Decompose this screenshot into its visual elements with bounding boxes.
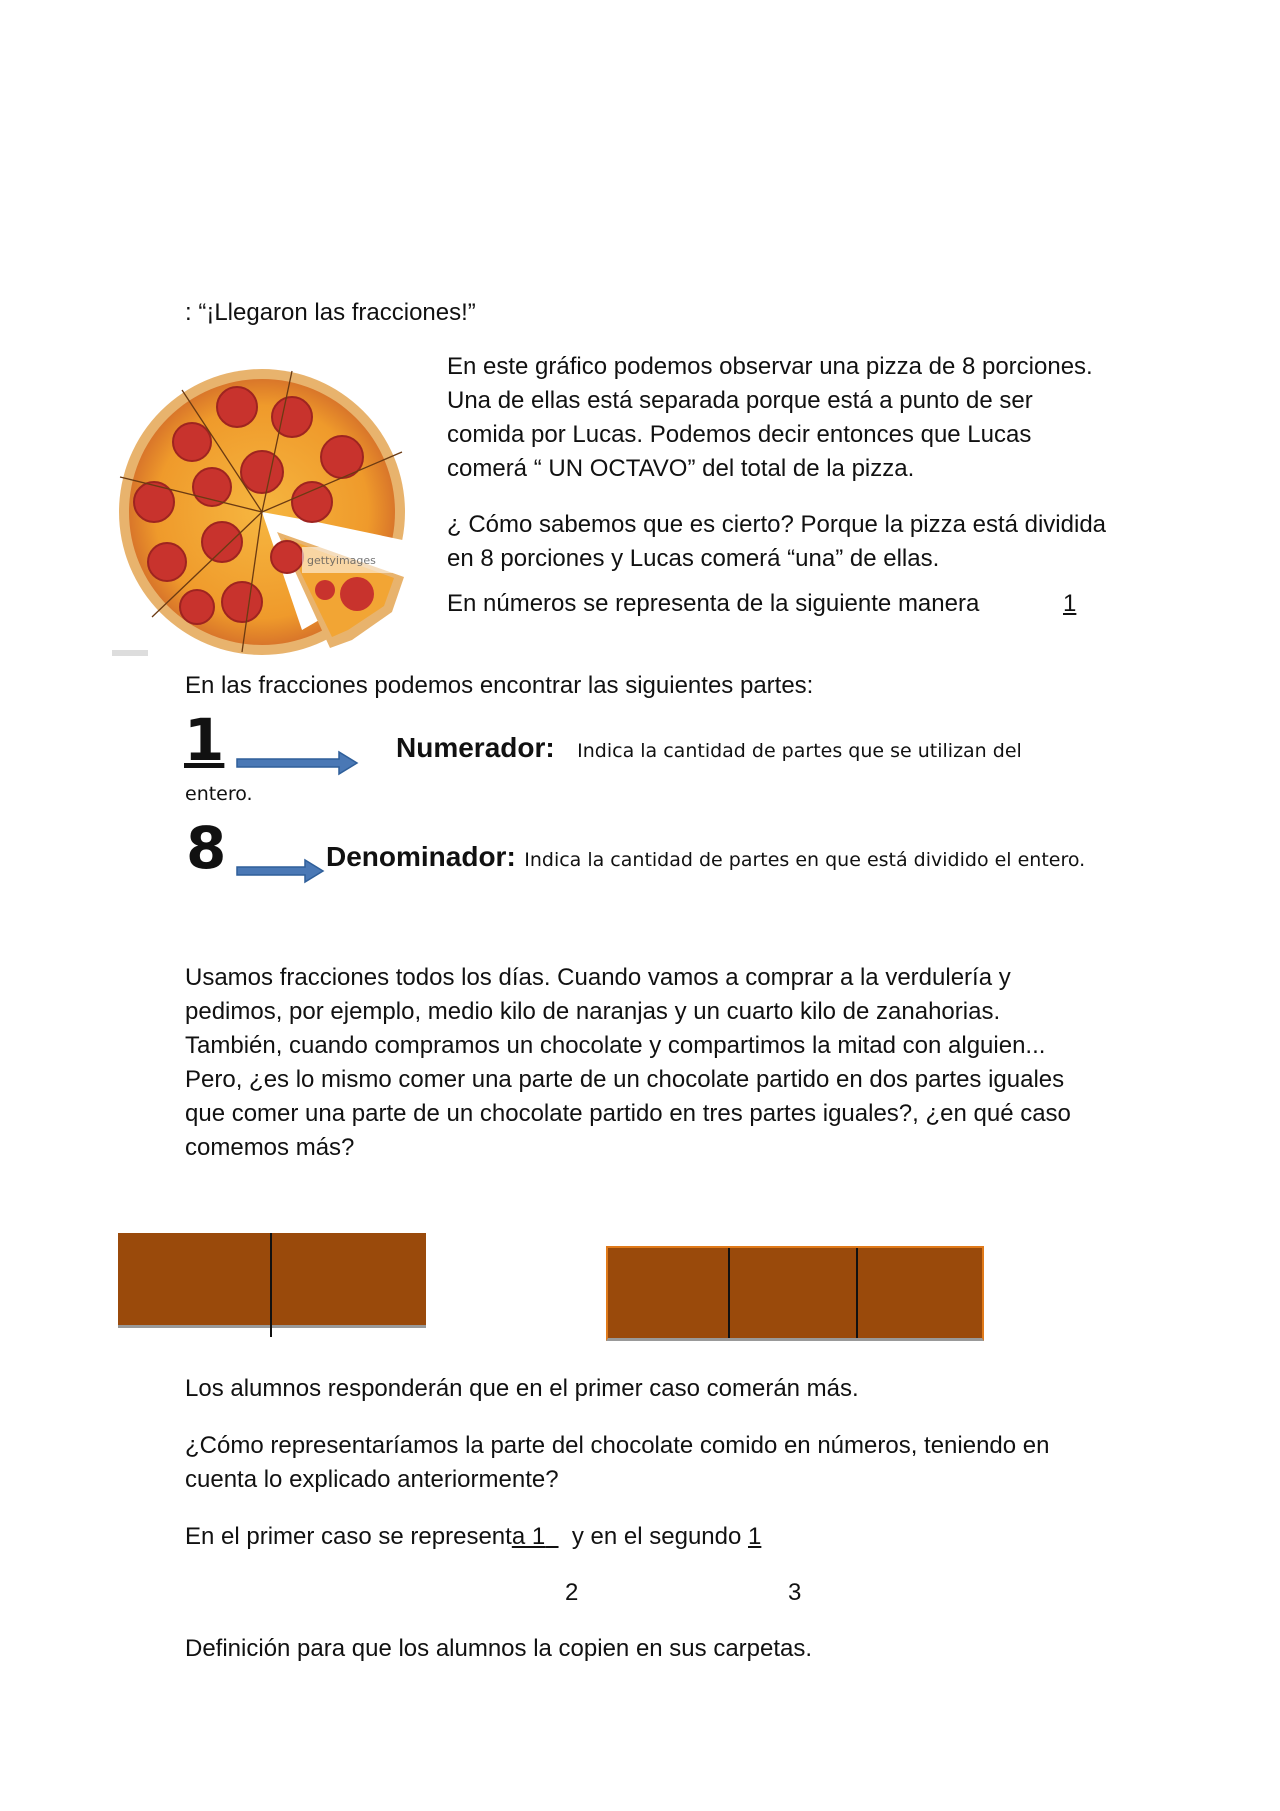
arrow-right-icon [235, 858, 325, 884]
intro-numerator: 1 [1063, 590, 1077, 617]
first-denominator: 2 [565, 1579, 579, 1606]
chocolate-divider [856, 1248, 858, 1338]
numerator-number: 1 [184, 706, 225, 774]
intro-paragraph-1: En este gráfico podemos observar una pizza de 8 porciones. Una de ellas está separada porque está a punto de ser comida por Lucas. Podemos decir entonces que Lucas comerá “ UN OCTAVO” del total de la pizza. [447, 353, 1093, 482]
numerator-description-continued: entero. [185, 783, 253, 805]
chocolate-bar-thirds [606, 1246, 984, 1341]
definition-line: Definición para que los alumnos la copien en sus carpetas. [185, 1635, 813, 1662]
pizza-image [112, 362, 432, 662]
denominator-number: 8 [186, 814, 227, 882]
denominator-label: Denominador: [326, 841, 516, 872]
watermark-text: gettyimages [307, 554, 376, 567]
denominator-description: Indica la cantidad de partes en que está dividido el entero. [524, 849, 1086, 871]
page-title: : “¡Llegaron las fracciones!” [185, 299, 476, 326]
representation-middle: y en el segundo [558, 1523, 748, 1550]
question-paragraph: ¿Cómo representaríamos la parte del chocolate comido en números, teniendo en cuenta lo explicado anteriormente? [185, 1432, 1050, 1493]
representation-line [185, 1520, 1105, 1554]
numerator-description: Indica la cantidad de partes que se utilizan del [577, 740, 1022, 762]
chocolate-bar-halves [118, 1233, 426, 1328]
chocolate-divider [270, 1233, 272, 1337]
second-numerator: 1 [748, 1523, 762, 1550]
representation-text: En números se representa de la siguiente manera [447, 590, 980, 617]
everyday-paragraph: Usamos fracciones todos los días. Cuando vamos a comprar a la verdulería y pedimos, por ejemplo, medio kilo de naranjas y un cuarto kilo de zanahorias. También, cuando compramos un chocolate y compartimos la mitad con alguien... Pero, ¿es lo mismo comer una parte de un chocolate partido en dos partes iguales que comer una parte de un chocolate partido en tres partes iguales?, ¿en qué caso comemos más? [185, 964, 1071, 1161]
numerator-row [396, 732, 1022, 764]
first-numerator: a 1 [511, 1523, 546, 1550]
numerator-label: Numerador: [396, 732, 555, 763]
denominator-row [326, 841, 1085, 873]
answer-paragraph: Los alumnos responderán que en el primer caso comerán más. [185, 1375, 859, 1402]
intro-paragraph-2: ¿ Cómo sabemos que es cierto? Porque la pizza está dividida en 8 porciones y Lucas comerá “una” de ellas. [447, 511, 1107, 572]
second-denominator: 3 [788, 1579, 802, 1606]
intro-paragraph-3 [447, 587, 1115, 621]
representation-prefix: En el primer caso se represent [185, 1523, 512, 1550]
arrow-right-icon [235, 750, 361, 776]
chocolate-divider [728, 1248, 730, 1338]
parts-heading: En las fracciones podemos encontrar las siguientes partes: [185, 672, 814, 699]
